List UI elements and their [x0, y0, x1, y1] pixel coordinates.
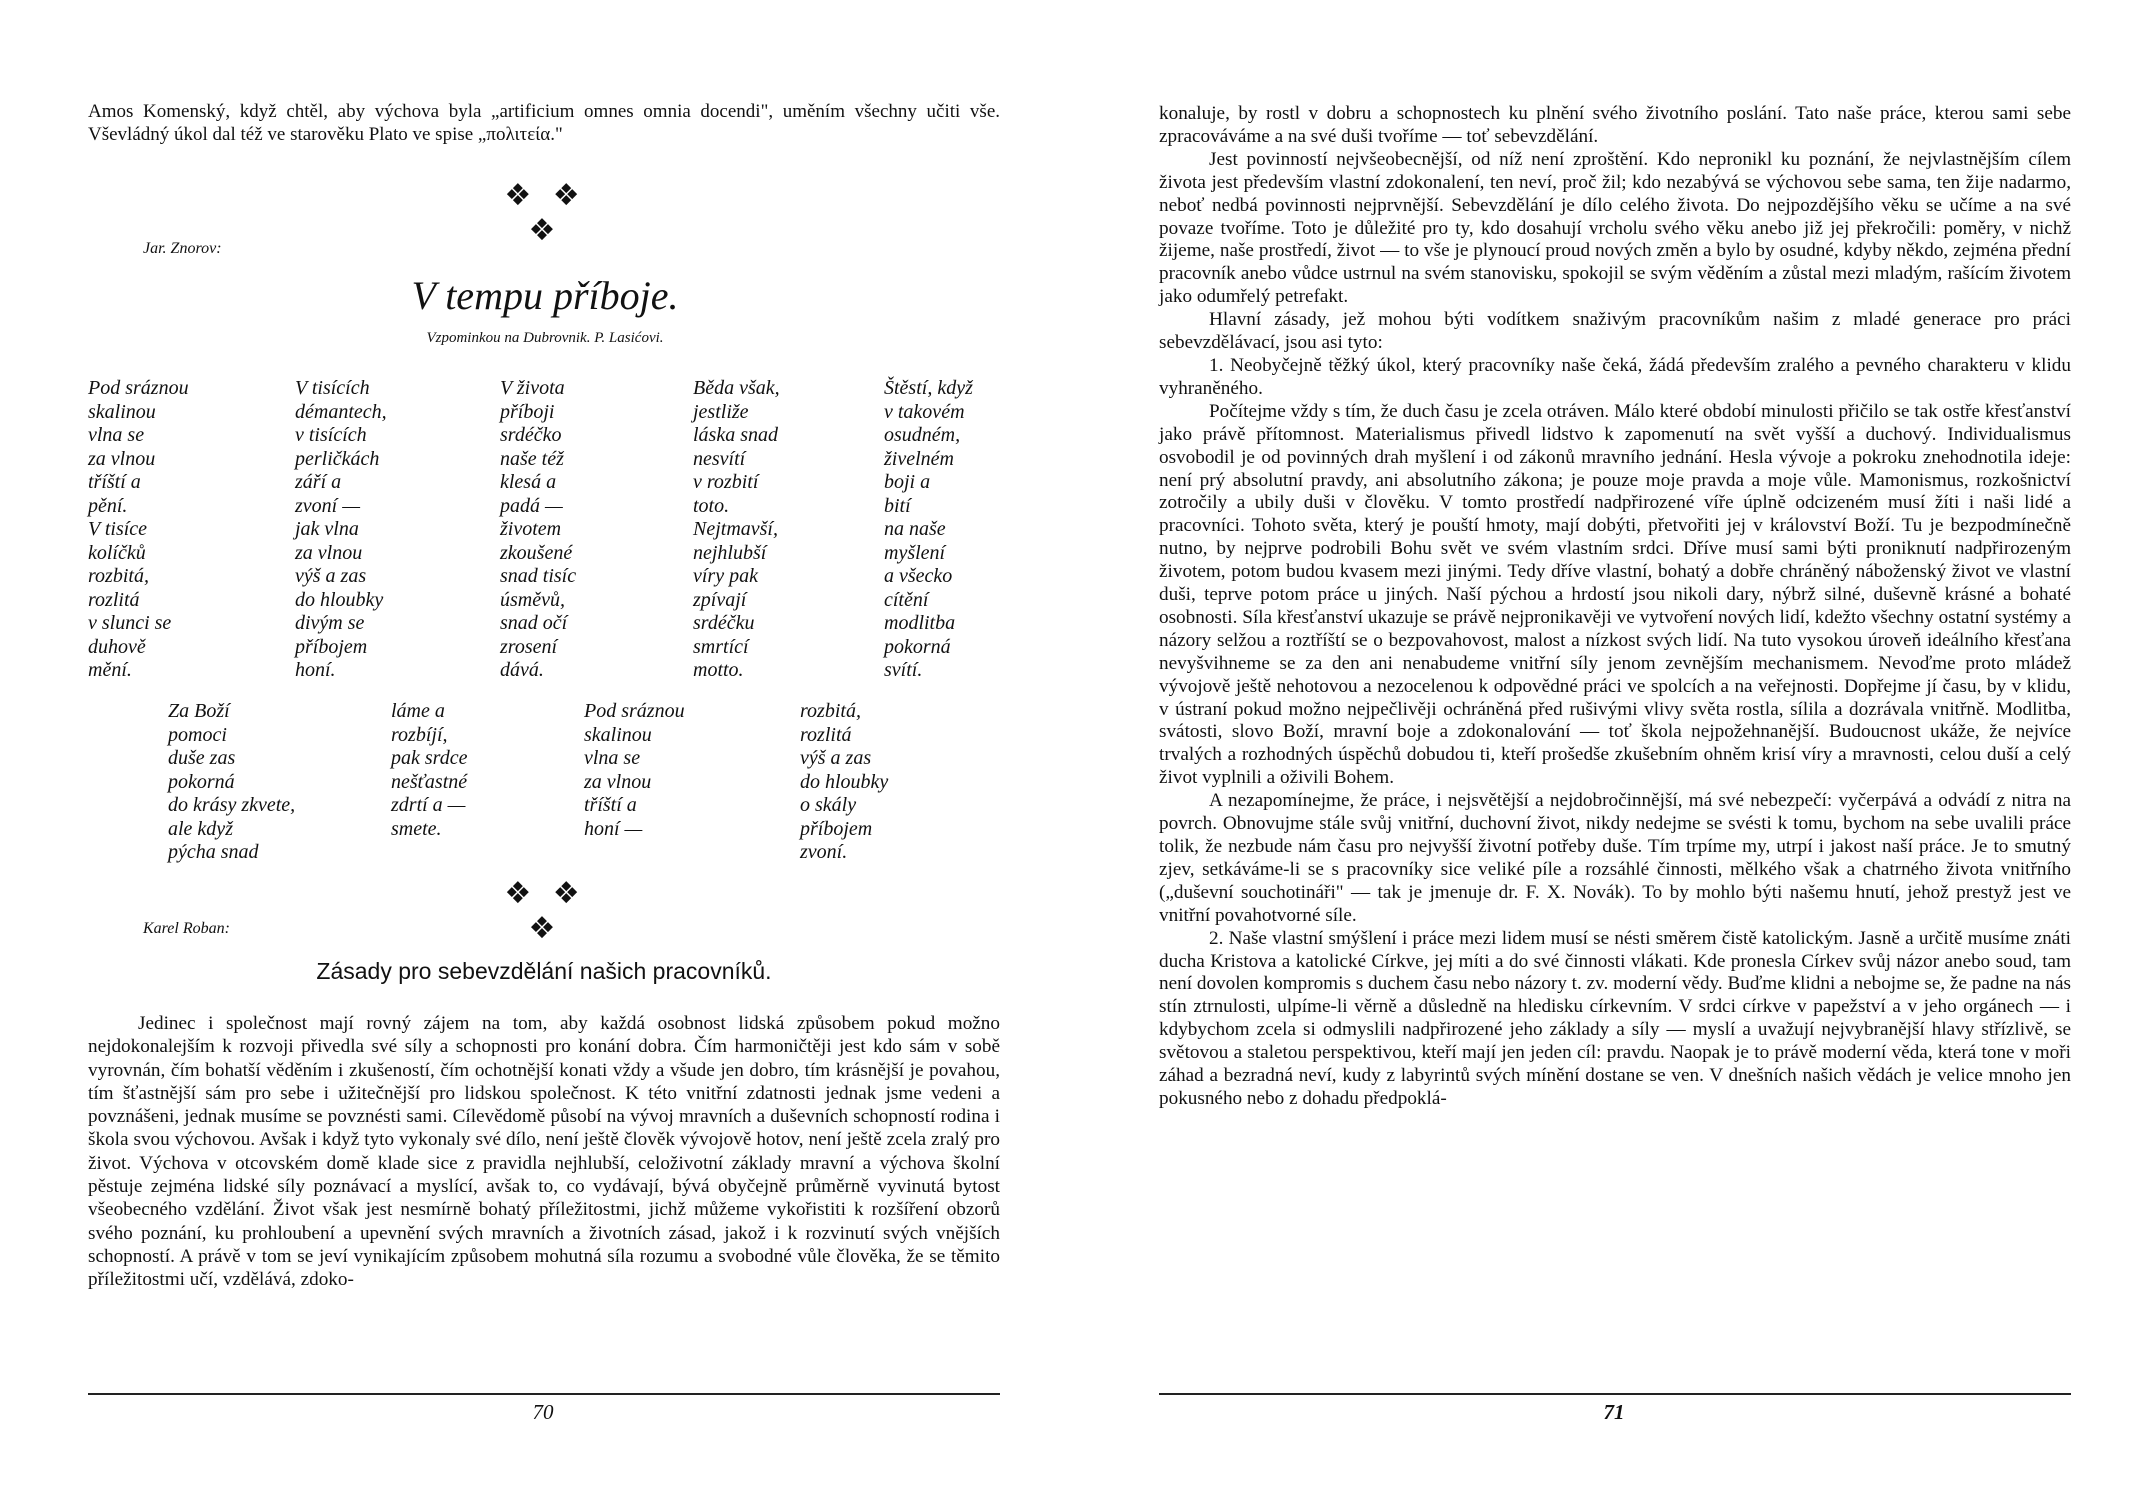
poem-line: modlitba — [884, 612, 956, 634]
poem-line: v slunci se — [88, 612, 172, 634]
poem-line: víry pak — [693, 565, 758, 587]
poem-line: cítění — [884, 588, 929, 611]
poem-line: smete. — [391, 817, 442, 840]
poem-line: démantech, — [295, 400, 387, 423]
poem-line: za vlnou — [584, 770, 652, 793]
poem-line: pomoci — [168, 723, 227, 746]
poem-line: za vlnou — [295, 541, 363, 564]
poem-line: zpívají — [693, 588, 747, 611]
poem-line: dává. — [500, 659, 544, 681]
ornament-divider: ❖ ❖ ❖ — [504, 178, 586, 248]
poem-line: pokorná — [884, 635, 951, 658]
footer-rule — [1159, 1393, 2071, 1395]
poem-stanza — [693, 377, 780, 683]
poem-line: V života — [500, 377, 565, 399]
poem-line: boji a — [884, 471, 931, 493]
poem-line: jak vlna — [295, 518, 359, 540]
poem-author: Jar. Znorov: — [143, 240, 222, 257]
poem-line: jestliže — [693, 400, 749, 423]
poem-line: o skály — [800, 794, 857, 816]
poem-line: skalinou — [584, 723, 652, 746]
poem-line: nejhlubší — [693, 541, 767, 564]
poem-line: do hloubky — [800, 770, 889, 793]
poem-line: za vlnou — [88, 447, 156, 470]
poem-line: duše zas — [168, 747, 236, 769]
page-number: 70 — [532, 1400, 554, 1424]
poem-line: příbojem — [800, 817, 873, 840]
poem-line: nesvítí — [693, 447, 746, 470]
poem-line: září a — [295, 471, 342, 493]
essay-title: Zásady pro sebevzdělání našich pracovníků. — [316, 958, 772, 984]
poem-line: pění. — [88, 494, 128, 517]
poem-line: pak srdce — [391, 747, 468, 769]
poem-stanza — [500, 377, 576, 683]
intro-paragraph: Amos Komenský, když chtěl, aby výchova byla „artificium omnes omnia docendi", uměním všechny učiti vše. Vševládný úkol dal též ve starověku Plato ve spise „πολιτεία." — [88, 101, 1000, 145]
poem-line: svítí. — [884, 659, 923, 681]
poem-line: bití — [884, 494, 911, 517]
poem-stanza — [884, 377, 973, 683]
poem-line: tříští a — [584, 794, 637, 816]
poem-line: honí — — [584, 817, 643, 840]
poem-stanza — [295, 377, 387, 683]
poem-line: výš a zas — [295, 565, 367, 587]
poem-line: zdrtí a — — [391, 794, 466, 816]
poem-line: smrtící — [693, 635, 749, 658]
poem-line: láska snad — [693, 424, 778, 446]
poem-stanza — [800, 700, 888, 865]
poem-line: Štěstí, když — [884, 377, 973, 399]
essay-paragraph: A nezapomínejme, že práce, i nejsvětější a nejdobročinnější, má své nebezpečí: vyčerpává a odvádí z nitra na povrch. Obnovujme stále svůj vnitřní, duchovní život, nikdy nedejme se svésti k tomu, bychom na sebe uvalili práce tolik, že nezbude nám času pro nejvyšší životní potřeby duše. Tím trpíme my, utrpí i jakost naší práce. Je to smutný zjev, setkáváme-li se s pracovníky sice veliké píle a rozsáhlé činnosti, mělkého však a chatrného života vnitřního („duševní souchotináři" — tak je jmenuje dr. F. X. Novák). To by mohlo býti našemu hnutí, jehož prestyž jest ve vnitřní povahotvorné síle. — [1159, 790, 2071, 926]
poem-line: Pod sráznou — [584, 700, 685, 722]
poem-line: na naše — [884, 518, 946, 540]
poem-line: příbojem — [295, 635, 368, 658]
poem-line: klesá a — [500, 471, 557, 493]
essay-paragraph: 2. Naše vlastní smýšlení i práce mezi lidem musí se nésti směrem čistě katolickým. Jasně a určitě musíme znáti ducha Kristova a katolické Církve, jej míti a do své činnosti vlákati. Kde pronesla Církev svůj názor anebo soud, tam není dovolen kompromis s duchem času nebo názory t. zv. moderní vědy. Buďme klidni a nebojme se, že padne na nás stín ztrnulosti, ulpíme-li věrně a důsledně na hledisku církevním. V srdci církve v papežství a v jeho orgánech — i kdybychom zcela si odmyslili nadpřirozené jeho základy a síly — myslí a uvažují nejvybranější hlavy střízlivě, se světovou a staletou perspektivou, kteří mají jen jeden cíl: pravdu. Naopak je to právě moderní věda, která tone v moři záhad a bezradná neví, kudy z labyrintů svých mínění dostane se ven. V dnešních našich vědách je velice mnoho jen pokusného nebo z dohadu předpoklá- — [1159, 927, 2071, 1109]
poem-line: honí. — [295, 659, 336, 681]
poem-line: snad tisíc — [500, 565, 577, 587]
essay-paragraph: Jedinec i společnost mají rovný zájem na tom, aby každá osobnost lidská způsobem pokud možno nejdokonalejším k rozvoji přivedla své síly a schopnosti pro konání dobra. Čím harmoničtěji jest kdo sám v sobě vyrovnán, čím bohatší věděním i zkušeností, čím ochotnější konati vždy a všude jen dobro, tím krásnější je povahou, tím šťastnější sám pro sebe i užitečnější pro lidskou společnost. K této vnitřní zdatnosti jednak jsme vedeni a povznášeni, jednak musíme se povznésti sami. Cílevědomě působí na vývoj mravních a duševních schopností rodina i škola svou výchovou. Avšak i když tyto vykonaly své dílo, není ještě člověk vývojově hotov, není ještě zcela zralý pro život. Výchova v otcovském domě klade sice z pravidla nejhlubší, celoživotní základy mravní a výchova školní pěstuje zejména lidské síly poznávací a myslící, avšak to, co vydávají, bývá obyčejně průměrně vyvinutá bytost všeobecného vzdělání. Život však jest nesmírně bohatý příležitostmi, jichž můžeme vykořistiti k rozšíření obzorů svého poznání, ku prohloubení a upevnění svých mravních a životních zásad, jakož i k rozvinutí svých vnějších schopností. A právě v tom se jeví vynikajícím způsobem mohutná síla rozumu a svobodné vůle člověka, že se těmito příležitostmi učí, vzdělává, zdoko- — [88, 1013, 1000, 1291]
poem-line: snad očí — [500, 612, 568, 634]
poem-stanza — [584, 700, 685, 841]
poem-line: životem — [500, 518, 562, 540]
poem-stanza — [88, 377, 189, 683]
poem-title: V tempu příboje. — [411, 273, 679, 318]
essay-paragraph: Jest povinností nejvšeobecnější, od níž není zproštění. Kdo nepronikl ku poznání, že nejvlastnějším cílem života jest především vlastní zdokonalení, ten neví, proč žil; kdo nezabývá se výchovou sebe sama, ten žije nadarmo, neboť nedbá povinnosti nejprvnější. Sebevzdělání je dílo celého života. Do nejpozdějšího věku se učíme a na své povaze tvoříme. Toto je důležité pro ty, kdo dosahují vrcholu svého věku anebo již jej překročili: poměry, v nichž žijeme, naše prostředí, život — to vše je plynoucí proud nových změn a bylo by osudné, kdyby někdo, zejména přední pracovník anebo vůdce ustrnul na svém stanovisku, spokojil se svým věděním a zůstal mezi mladým, rašícím životem jako odumřelý petrefakt. — [1159, 148, 2071, 308]
essay-paragraph: Hlavní zásady, jež mohou býti vodítkem snaživým pracovníkům našim z mladé generace pro práci sebevzdělávací, jsou asi tyto: — [1159, 309, 2071, 354]
poem-line: láme a — [391, 700, 445, 722]
poem-line: osudném, — [884, 424, 961, 446]
essay-continuation — [1159, 103, 2071, 1111]
ornament-divider: ❖ ❖ ❖ — [504, 876, 586, 946]
page-number: 71 — [1603, 1400, 1625, 1424]
poem-line: rozbíjí, — [391, 723, 448, 746]
poem-line: do krásy zkvete, — [168, 794, 296, 816]
poem-line: zvoní — — [295, 494, 360, 517]
poem-line: duhově — [88, 635, 146, 658]
poem-line: Za Boží — [168, 700, 230, 722]
poem-line: a všecko — [884, 565, 953, 587]
poem-line: V tisíce — [88, 518, 148, 540]
poem-line: srdéčku — [693, 612, 755, 634]
poem-line: skalinou — [88, 400, 156, 423]
poem-stanza — [168, 700, 295, 865]
poem-line: V tisících — [295, 377, 370, 399]
essay-paragraph: 1. Neobyčejně těžký úkol, který pracovníky naše čeká, žádá především zralého a pevného charakteru v klidu vyhraněného. — [1159, 354, 2071, 399]
poem-line: zvoní. — [800, 841, 848, 863]
right-page — [1071, 0, 2142, 1500]
poem-line: do hloubky — [295, 588, 384, 611]
essay-paragraph: Počítejme vždy s tím, že duch času je zcela otráven. Málo které období minulosti přičilo se tak ostře křesťanství jako právě přítomnost. Materialismus přivedl lidstvo k zapomenutí na svět vyšší a duchový. Individualismus osvobodil je od povinných drah myšlení i od zákonů mravního jednání. Hesla vývoje a pokroku znehodnotila ideje: není prý absolutní pravdy, ani absolutního zákona; je pouze moje pravda a moje vůle. Mamonismus, rozkošnictví zotročily a ubily duši v člověku. V tomto prostředí nadpřirozené víře úplně odcizeném musí žíti i naši lidé a pracovníci. Tohoto světa, který je pouští hmoty, mají dobýti, přetvořiti jej v království Boží. Tu je bezpodmínečně nutno, by nejprve podrobili Bohu svět ve svém vlastním srdci. Dříve musí sami býti proniknutí nadpřirozeným životem, potom budou kvasem mezi jinými. Tedy dříve vlastní, bohatý a dobře chráněný náboženský život ve vlastní duši, teprve potom práce u jiných. Naší pýchou a hrdostí jsou nikoli dary, nýbrž silné, duševně krásné a bohaté osobnosti. Síla křesťanství ukazuje se právě nejpronikavěji ve vytvoření nových lidí, kdežto všechny ostatní systémy a názory selžou a roztříští se o bezpovahovost, malost a nízkost svých lidí. Na tuto vysokou úroveň ideálního křesťana nevyšvihneme se za den ani nenabudeme vnitřní síly jenom zevnějším mechanismem. Nevoďme proto mládež vývojově ještě nehotovou a nezocelenou k odpovědné práci ve spolcích a na veřejnosti. Dopřejme jí času, by v klidu, v ústraní pokud možno nejpečlivěji ochráněná před rušivými vlivy světa rostla, sílila a dozrávala vnitřně. Modlitba, svátosti, slovo Boží, mravní boje a zdokonalování — toť škola nejpožehnanější. Budoucnost ukáže, že nejvíce trvalých a rozhodných úspěchů dobudou ti, kteří prošedše zkušebním ohněm krisí víry a mravnosti, celou duší a celý život vyplnili a oživili Bohem. — [1159, 400, 2071, 789]
poem-line: padá — — [500, 494, 563, 517]
poem-dedication: Vzpominkou na Dubrovnik. P. Lasićovi. — [426, 330, 664, 346]
poem-line: srdéčko — [500, 424, 562, 446]
poem-line: naše též — [500, 447, 564, 470]
poem-line: Běda však, — [693, 377, 780, 399]
poem-stanza — [391, 700, 467, 841]
poem-line: divým se — [295, 612, 365, 634]
poem-line: toto. — [693, 494, 730, 517]
poem-line: kolíčků — [88, 541, 146, 564]
poem-line: zrosení — [500, 635, 558, 658]
essay-body — [88, 1012, 1000, 1292]
poem-line: ale když — [168, 817, 233, 840]
poem-line: pýcha snad — [168, 841, 259, 863]
poem-line: úsměvů, — [500, 588, 565, 611]
poem-line: vlna se — [584, 747, 641, 769]
poem-line: v takovém — [884, 400, 965, 423]
poem-line: výš a zas — [800, 747, 872, 769]
poem-line: rozlitá — [88, 588, 140, 611]
poem-line: Nejtmavší, — [693, 518, 778, 540]
essay-paragraph: konaluje, by rostl v dobru a schopnostech ku plnění svého životního poslání. Tato naše práce, kterou sami sebe zpracováváme a na své duši tvoříme — toť sebevzdělání. — [1159, 103, 2071, 147]
poem-line: v tisících — [295, 424, 367, 446]
poem-line: perličkách — [295, 447, 380, 470]
poem-line: myšlení — [884, 541, 946, 564]
poem-line: motto. — [693, 659, 744, 681]
poem-line: zkoušené — [500, 541, 573, 564]
poem-line: v rozbití — [693, 471, 759, 493]
poem-line: rozlitá — [800, 723, 852, 746]
poem-line: příboji — [500, 400, 555, 423]
poem-line: nešťastné — [391, 770, 468, 793]
poem-line: mění. — [88, 659, 132, 681]
poem-line: rozbitá, — [800, 700, 861, 722]
poem-line: živelném — [884, 447, 954, 470]
poem-line: tříští a — [88, 471, 141, 493]
poem-line: vlna se — [88, 424, 145, 446]
poem-line: rozbitá, — [88, 565, 149, 587]
footer-rule — [88, 1393, 1000, 1395]
essay-author: Karel Roban: — [143, 920, 230, 937]
poem-line: Pod sráznou — [88, 377, 189, 399]
poem-line: pokorná — [168, 770, 235, 793]
